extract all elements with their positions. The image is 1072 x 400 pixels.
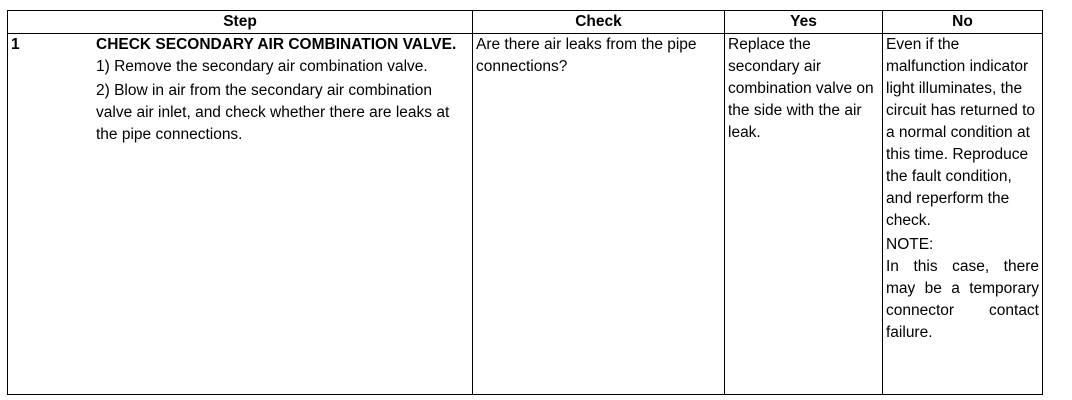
no-cell bbox=[883, 34, 1043, 395]
step-number: 1 bbox=[11, 36, 20, 53]
note-label: NOTE: bbox=[886, 236, 934, 253]
header-step: Step bbox=[8, 11, 473, 34]
table-row bbox=[8, 34, 1043, 395]
diagnostic-table bbox=[7, 10, 1043, 395]
yes-text: Replace the secondary air combination valve on the side with the air leak. bbox=[728, 36, 874, 141]
step-substep-2: 2) Blow in air from the secondary air combination valve air inlet, and check whether there are leaks at the pipe connections. bbox=[96, 82, 450, 143]
step-content bbox=[96, 34, 464, 146]
header-check: Check bbox=[473, 11, 725, 34]
note-text: In this case, there may be a temporary connector contact failure. bbox=[886, 258, 1039, 341]
check-cell bbox=[473, 34, 725, 395]
yes-cell bbox=[725, 34, 883, 395]
header-yes: Yes bbox=[725, 11, 883, 34]
step-substep-1: 1) Remove the secondary air combination valve. bbox=[96, 58, 428, 75]
header-row bbox=[8, 11, 1043, 34]
check-text: Are there air leaks from the pipe connections? bbox=[476, 36, 697, 75]
header-no: No bbox=[883, 11, 1043, 34]
step-cell bbox=[8, 34, 473, 395]
no-text: Even if the malfunction indicator light illuminates, the circuit has returned to a normal condition at this time. Reproduce the fault condition, and reperform the check. bbox=[886, 36, 1036, 229]
step-title: CHECK SECONDARY AIR COMBINATION VALVE. bbox=[96, 36, 457, 53]
